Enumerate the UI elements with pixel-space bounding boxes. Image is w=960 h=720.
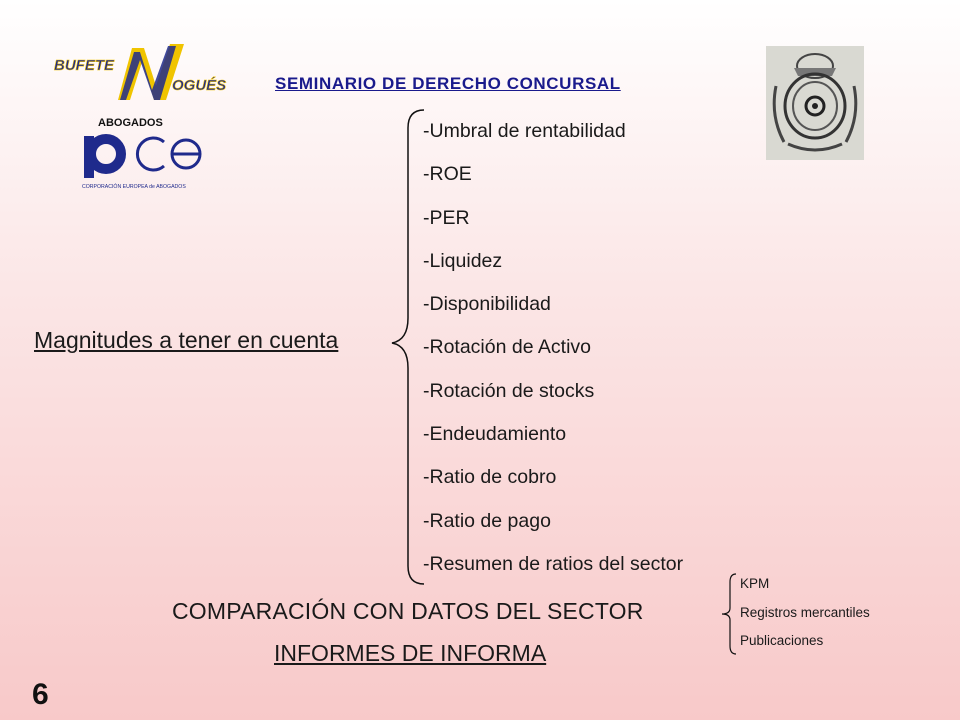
logo-text-ogues: OGUÉS [172, 77, 227, 94]
informes-label: INFORMES DE INFORMA [274, 640, 547, 666]
list-item: -Resumen de ratios del sector [423, 552, 684, 575]
list-item: -ROE [423, 163, 472, 186]
small-brace [718, 572, 740, 656]
bufete-nogues-logo [48, 38, 248, 108]
logo-text-abogados: ABOGADOS [98, 117, 163, 129]
comparison-label: COMPARACIÓN CON DATOS DEL SECTOR [172, 598, 644, 624]
list-item: -Umbral de rentabilidad [423, 120, 626, 142]
logo-text-cea: CORPORACIÓN EUROPEA de ABOGADOS [82, 184, 186, 190]
page-title: SEMINARIO DE DERECHO CONCURSAL [275, 74, 621, 93]
cea-logo [78, 114, 210, 194]
list-item: -Rotación de Activo [423, 336, 592, 359]
magnitudes-list [423, 118, 683, 594]
list-item: -Endeudamiento [423, 423, 567, 446]
sources-list [740, 574, 870, 660]
list-item: -PER [423, 206, 470, 229]
large-brace [388, 108, 428, 586]
magnitudes-label: Magnitudes a tener en cuenta [34, 327, 339, 353]
list-item: Publicaciones [740, 633, 824, 648]
list-item: -Ratio de pago [423, 509, 551, 532]
list-item: KPM [740, 576, 770, 591]
list-item: -Disponibilidad [423, 293, 551, 316]
logo-text-bufete: BUFETE [54, 57, 114, 74]
list-item: -Ratio de cobro [423, 466, 557, 489]
list-item: -Liquidez [423, 249, 503, 272]
slide-number: 6 [32, 678, 49, 711]
list-item: -Rotación de stocks [423, 379, 595, 402]
list-item: Registros mercantiles [740, 604, 870, 620]
emblem-seal-image [766, 46, 864, 160]
